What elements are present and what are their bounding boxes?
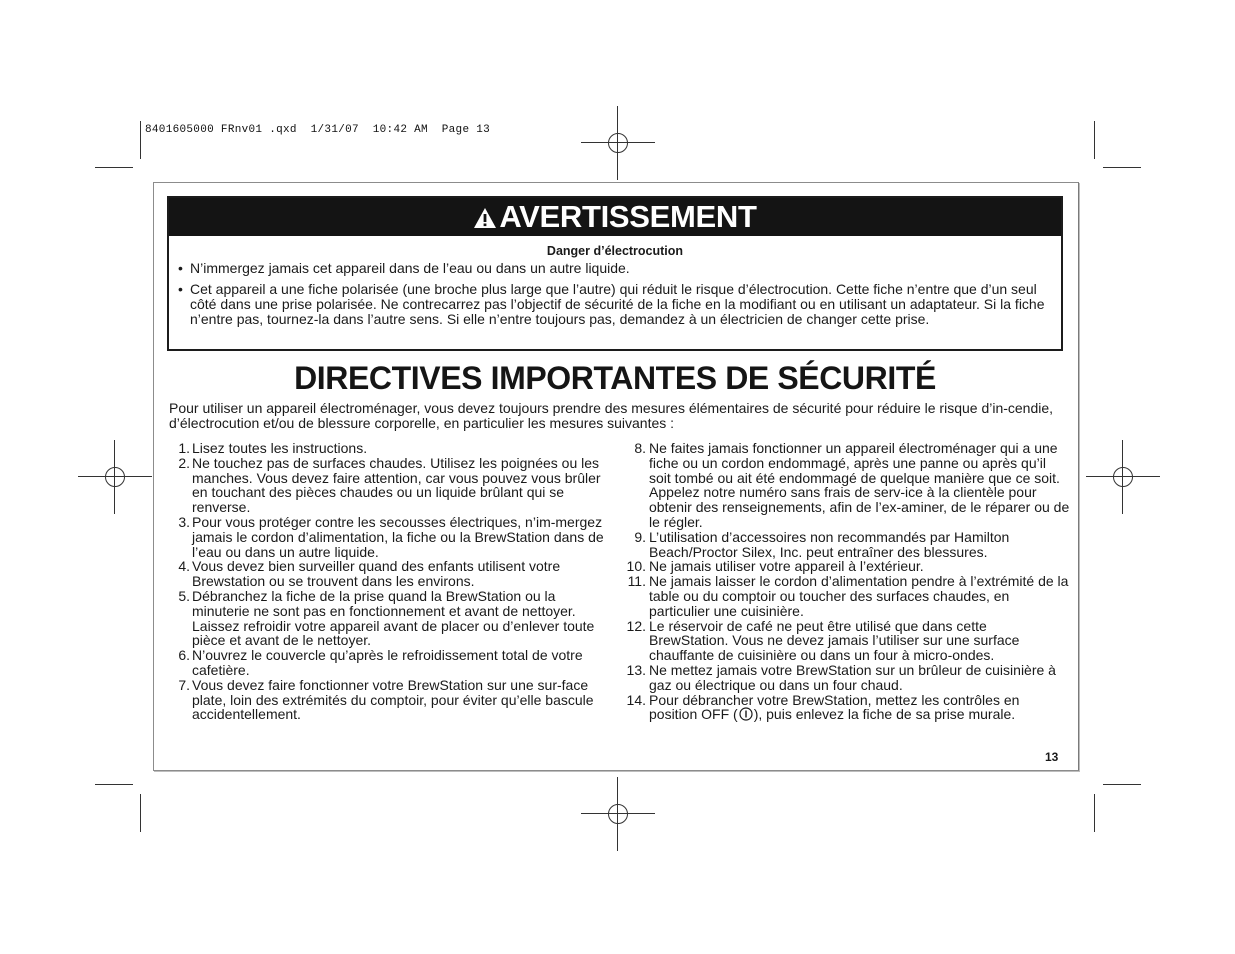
item-text: Vous devez faire fonctionner votre BrewStation sur une sur-face plate, loin des extrémités du comptoir, pour éviter qu’elle bascule accidentellement.	[192, 676, 594, 723]
list-item	[171, 559, 611, 589]
item-number: 1.	[178, 440, 190, 456]
crop-mark	[95, 167, 133, 168]
item-text: Ne jamais utiliser votre appareil à l’extérieur.	[649, 558, 924, 575]
print-slug-line: 8401605000 FRnv01 .qxd 1/31/07 10:42 AM Page 13	[145, 124, 491, 136]
crop-mark	[1103, 167, 1141, 168]
item-text: Le réservoir de café ne peut être utilisé que dans cette BrewStation. Vous ne devez jamais l’utiliser sur une surface chauffante de cuisinière ou dans un four à micro-ondes.	[649, 617, 1020, 664]
list-item	[171, 648, 611, 678]
item-text: Ne faites jamais fonctionner un appareil électroménager qui a une fiche ou un cordon endommagé, après une panne ou après qu’il soit tombé ou ait été endommagé de quelque manière que ce soit. Appelez notre numéro sans frais de serv-ice à la clientèle pour obtenir des renseignements, afin de l’ex-aminer, de le réparer ou de le régler.	[649, 440, 1070, 530]
warning-title: AVERTISSEMENT	[499, 199, 757, 234]
item-number: 8.	[634, 440, 646, 456]
page-number: 13	[1045, 750, 1059, 764]
registration-mark-top	[581, 106, 655, 180]
bullet-dot: •	[178, 281, 183, 297]
warning-bullet-text: N’immergez jamais cet appareil dans de l’eau ou dans un autre liquide.	[190, 260, 630, 276]
list-item	[626, 530, 1070, 560]
list-item	[626, 441, 1070, 530]
intro-paragraph: Pour utiliser un appareil électroménager, vous devez toujours prendre des mesures élémentaires de sécurité pour réduire le risque d’in-cendie, d’électrocution et/ou de blessure corporelle, en particulier les mesures suivantes :	[169, 400, 1054, 431]
list-item	[171, 678, 611, 722]
item-text: Lisez toutes les instructions.	[192, 440, 368, 456]
registration-mark-right	[1086, 440, 1160, 514]
item-text: N’ouvrez le couvercle qu’après le refroidissement total de votre cafetière.	[192, 647, 583, 678]
item-number: 7.	[178, 676, 190, 693]
registration-mark-bottom	[581, 777, 655, 851]
warning-header	[169, 198, 1061, 236]
crop-mark	[95, 784, 133, 785]
item-number: 13.	[626, 661, 646, 678]
item-number: 10.	[626, 558, 646, 575]
item-text: Vous devez bien surveiller quand des enfants utilisent votre Brewstation ou se trouvent dans les environs.	[192, 558, 561, 590]
item-text: L’utilisation d’accessoires non recommandés par Hamilton Beach/Proctor Silex, Inc. peut entraîner des blessures.	[649, 528, 1010, 560]
item-text: Débranchez la fiche de la prise quand la BrewStation ou la minuterie ne sont pas en fonctionnement et avant de nettoyer. Laissez refroidir votre appareil avant de placer ou d’enlever toute pièce et avant de le nettoyer.	[192, 587, 595, 649]
warning-bullet	[169, 261, 1061, 276]
list-item	[626, 663, 1070, 693]
bullet-dot: •	[178, 260, 183, 276]
item-number: 14.	[626, 691, 646, 708]
page-title: DIRECTIVES IMPORTANTES DE SÉCURITÉ	[294, 360, 936, 396]
item-number: 9.	[634, 528, 646, 545]
item-number: 4.	[178, 558, 190, 575]
list-item	[626, 574, 1070, 618]
item-text-before-icon: Pour débrancher votre BrewStation, mettez les contrôles en position OFF (	[649, 691, 1020, 723]
instructions-right-column	[626, 441, 1070, 722]
item-number: 11.	[627, 573, 646, 590]
item-number: 6.	[178, 647, 190, 664]
item-number: 3.	[178, 513, 190, 530]
list-item	[171, 515, 611, 559]
item-text: Ne jamais laisser le cordon d’alimentation pendre à l’extrémité de la table ou du comptoir ou toucher des surfaces chaudes, en particulier une cuisinière.	[649, 573, 1069, 619]
item-text: Pour vous protéger contre les secousses électriques, n’im-mergez jamais le cordon d’alimentation, la fiche ou la BrewStation dans de l’eau ou dans un autre liquide.	[192, 513, 604, 560]
warning-subtitle: Danger d’électrocution	[546, 244, 684, 258]
crop-mark	[1103, 784, 1141, 785]
list-item	[171, 589, 611, 648]
item-text: Ne mettez jamais votre BrewStation sur un brûleur de cuisinière à gaz ou électrique ou dans un four chaud.	[649, 661, 1056, 693]
crop-mark	[1094, 121, 1095, 159]
item-number: 2.	[178, 454, 190, 471]
list-item	[171, 441, 611, 456]
crop-mark	[1094, 794, 1095, 832]
power-off-icon	[739, 707, 753, 721]
crop-mark	[140, 794, 141, 832]
item-number: 12.	[626, 617, 646, 634]
item-text-after-icon: ), puis enlevez la fiche de sa prise murale.	[753, 706, 1016, 723]
warning-bullet	[169, 282, 1061, 327]
list-item	[626, 693, 1070, 723]
crop-mark	[140, 121, 141, 159]
list-item	[626, 559, 1070, 574]
registration-mark-left	[78, 440, 152, 514]
warning-triangle-icon	[473, 206, 497, 230]
warning-box	[167, 196, 1063, 351]
instructions-left-column	[171, 441, 611, 722]
list-item	[171, 456, 611, 515]
list-item	[626, 619, 1070, 663]
item-number: 5.	[178, 587, 190, 604]
warning-bullet-text: Cet appareil a une fiche polarisée (une broche plus large que l’autre) qui réduit le risque d’électrocution. Cette fiche n’entre que d’un seul côté dans une prise polarisée. Ne contrecarrez pas l’objectif de sécurité de la fiche en la modifiant ou en utilisant un adaptateur. Si la fiche n’entre pas, tournez-la dans l’autre sens. Si elle n’entre toujours pas, demandez à un électricien de changer cette prise.	[190, 281, 1045, 327]
item-text: Ne touchez pas de surfaces chaudes. Utilisez les poignées ou les manches. Vous devez faire attention, car vous pouvez vous brûler en touchant des pièces chaudes ou un liquide brûlant qui se renverse.	[192, 454, 601, 516]
